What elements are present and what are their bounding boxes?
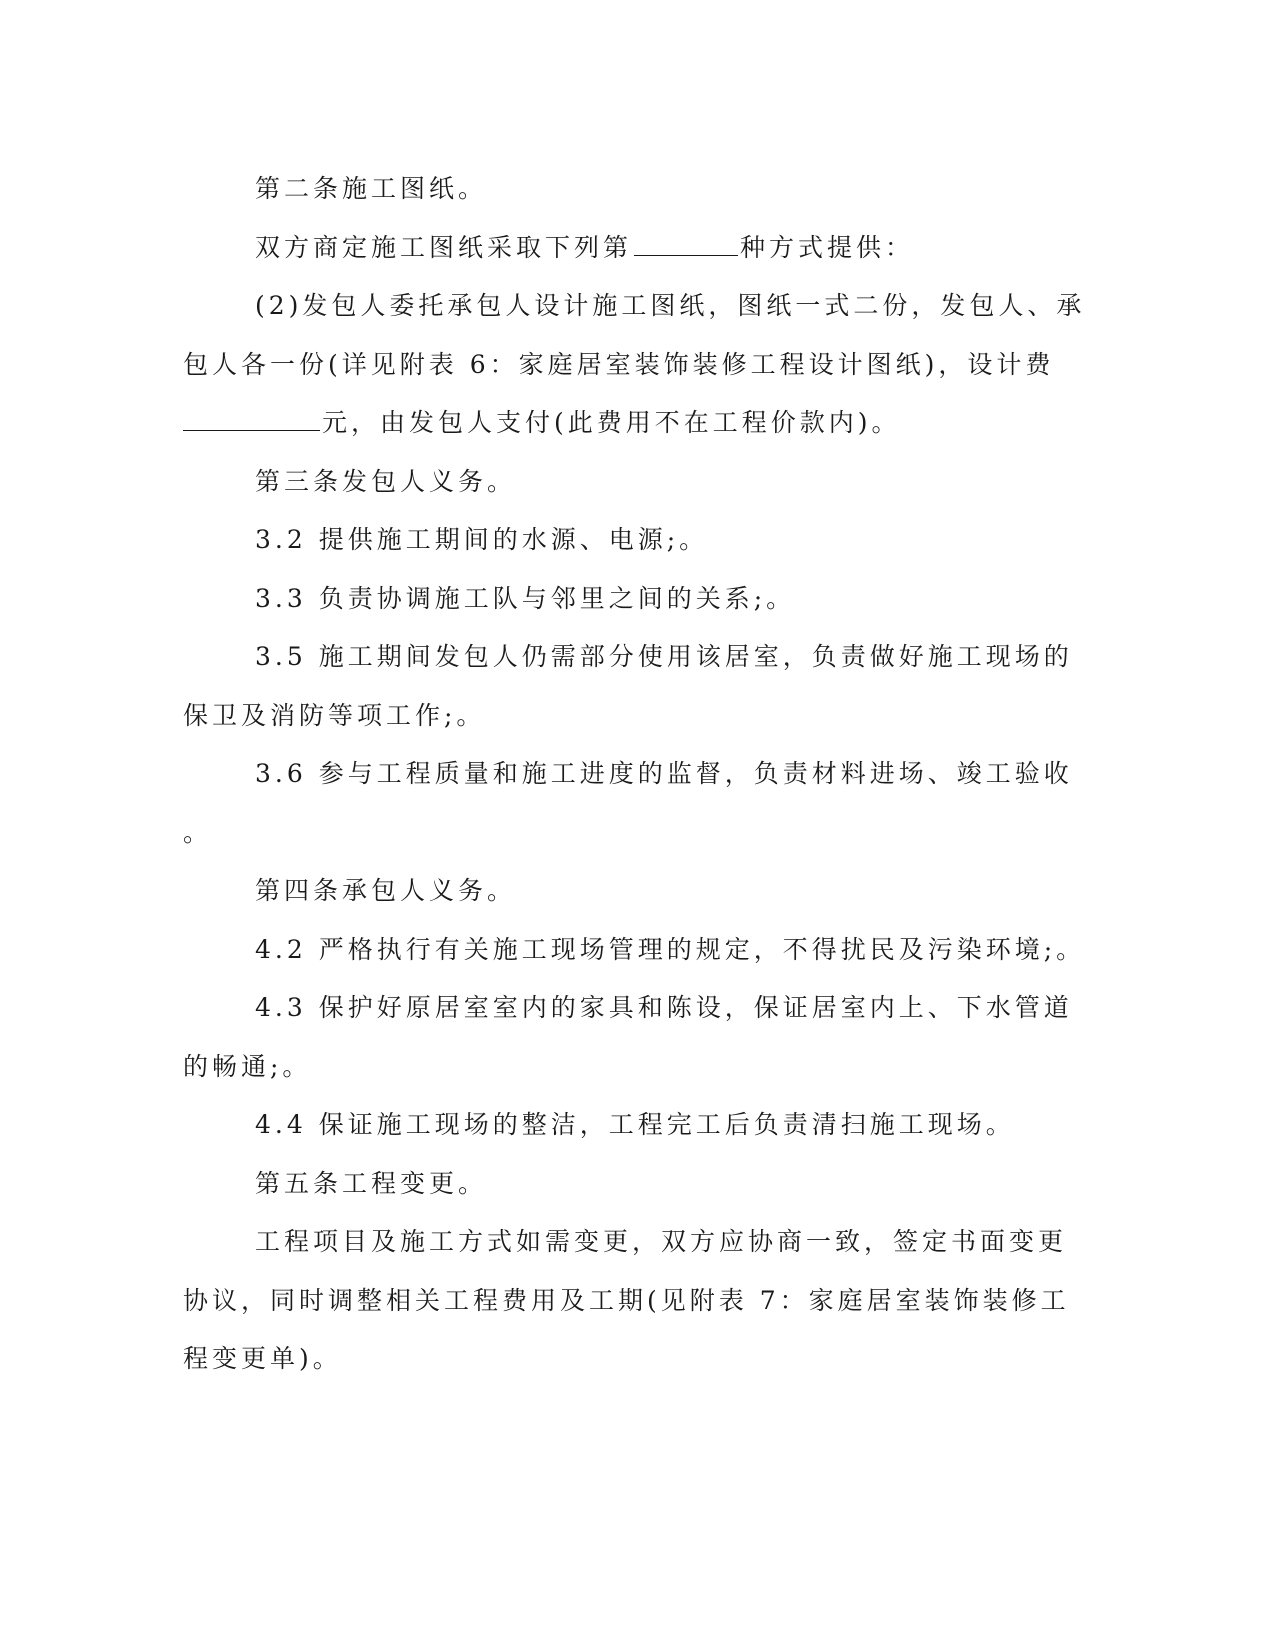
clause-3-3: 3.3 负责协调施工队与邻里之间的关系;。: [255, 583, 796, 613]
clause-3-6: 3.6 参与工程质量和施工进度的监督，负责材料进场、竣工验收: [255, 759, 1073, 788]
clause-3-5: 3.5 施工期间发包人仍需部分使用该居室，负责做好施工现场的: [255, 642, 1073, 671]
paragraph-line: 程变更单)。: [183, 1344, 342, 1373]
section-heading-employer-duties: 第三条发包人义务。: [255, 466, 517, 496]
document-page: [183, 160, 1086, 1389]
paragraph-line: [183, 219, 1063, 278]
paragraph-text: 种方式提供：: [740, 232, 915, 262]
paragraph-line: 工程项目及施工方式如需变更，双方应协商一致，签定书面变更: [255, 1227, 1068, 1256]
paragraph-line: 包人各一份(详见附表 6：家庭居室装饰装修工程设计图纸)，设计费: [183, 349, 1055, 379]
paragraph-text: 双方商定施工图纸采取下列第: [255, 232, 633, 262]
clause-4-4: 4.4 保证施工现场的整洁，工程完工后负责清扫施工现场。: [255, 1110, 1015, 1139]
paragraph-line: 协议，同时调整相关工程费用及工期(见附表 7：家庭居室装饰装修工: [183, 1285, 1070, 1315]
section-heading-contractor-duties: 第四条承包人义务。: [255, 876, 517, 905]
fill-in-blank-method[interactable]: [634, 233, 738, 256]
clause-3-6-cont: 。: [183, 817, 213, 847]
paragraph-text: 元，由发包人支付(此费用不在工程价款内)。: [322, 408, 901, 437]
clause-4-2: 4.2 严格执行有关施工现场管理的规定，不得扰民及污染环境;。: [255, 934, 1086, 964]
section-heading-changes: 第五条工程变更。: [255, 1168, 488, 1198]
clause-4-3: 4.3 保护好原居室室内的家具和陈设，保证居室内上、下水管道: [255, 993, 1073, 1022]
section-heading-drawings: 第二条施工图纸。: [255, 174, 488, 203]
clause-3-2: 3.2 提供施工期间的水源、电源;。: [255, 525, 709, 554]
clause-3-5-cont: 保卫及消防等项工作;。: [183, 700, 486, 730]
fill-in-blank-design-fee[interactable]: [183, 408, 320, 431]
clause-4-3-cont: 的畅通;。: [183, 1051, 312, 1081]
paragraph-line: (2)发包人委托承包人设计施工图纸，图纸一式二份，发包人、承: [255, 291, 1086, 320]
paragraph-line: [183, 394, 1063, 453]
